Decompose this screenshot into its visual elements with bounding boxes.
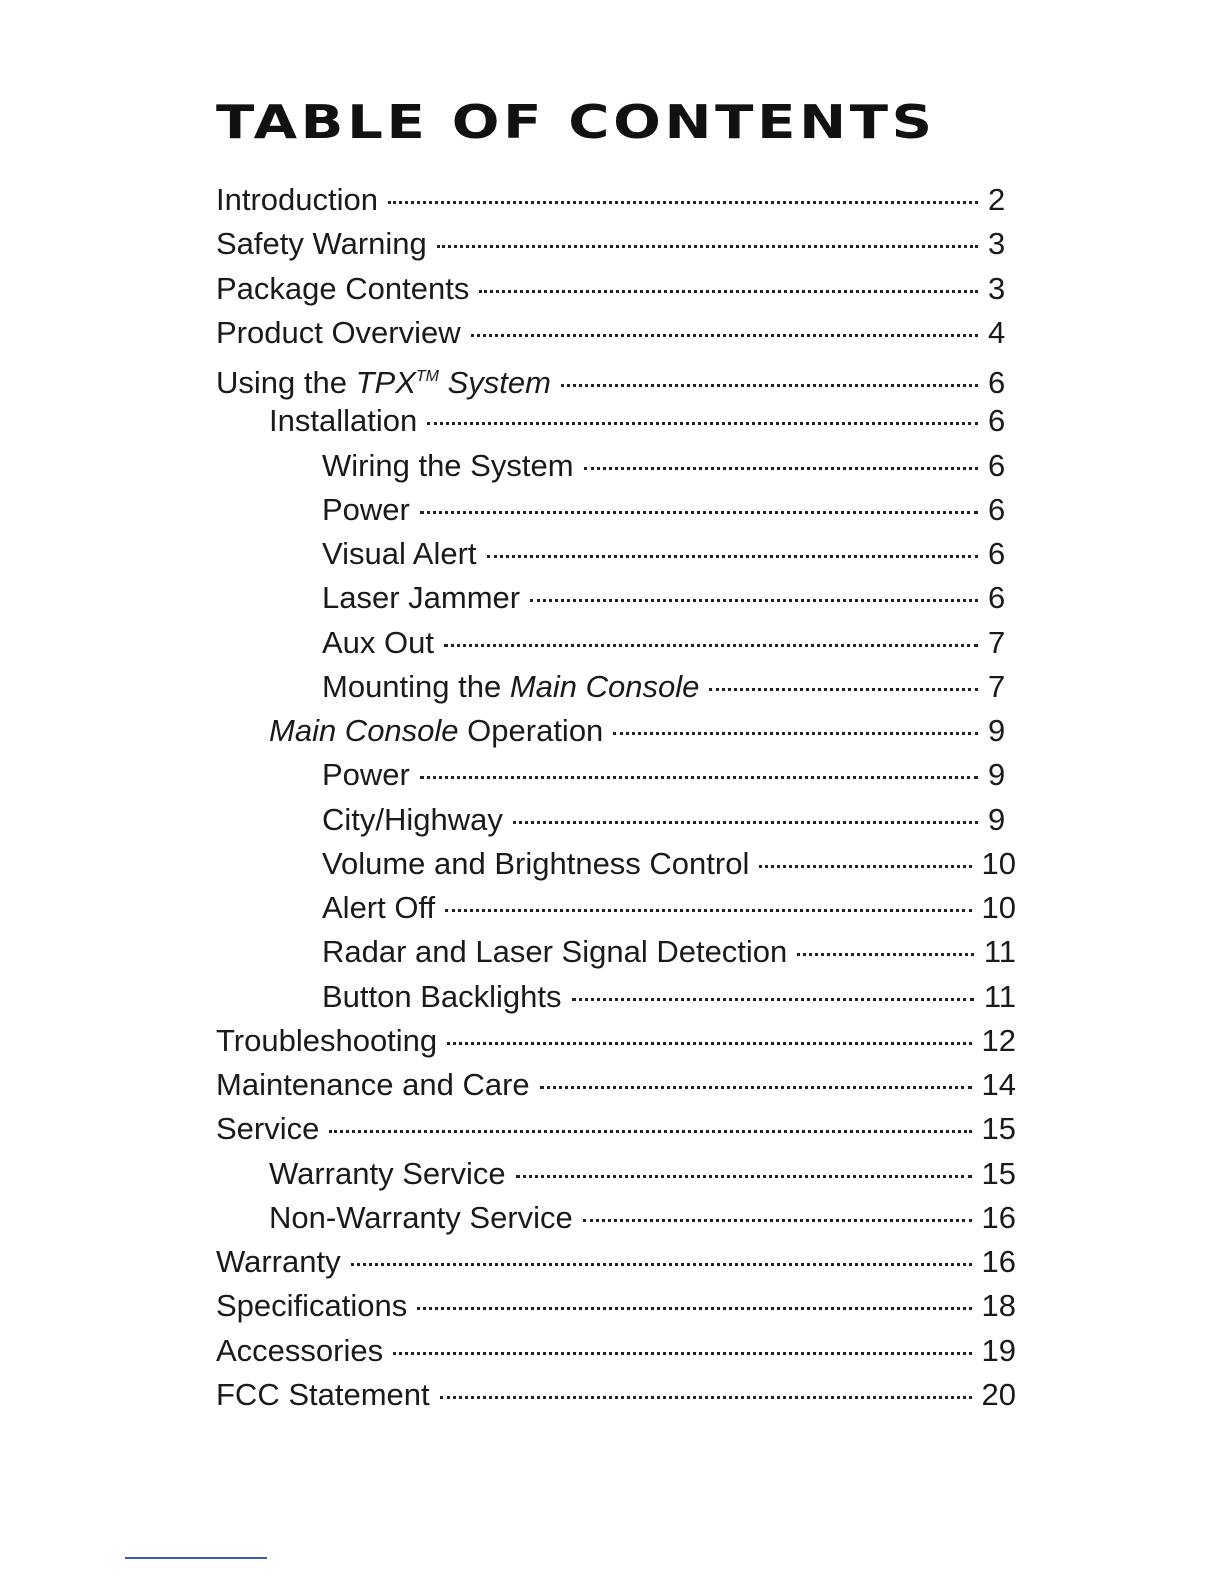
toc-entry-label: Installation [269,403,418,439]
toc-page-number: 9 [988,713,1006,748]
toc-entry-label: Aux Out [322,624,434,660]
toc-entry-label-text: Operation [458,713,604,748]
page-title: TABLE OF CONTENTS [216,95,936,149]
toc-entry[interactable] [216,1373,1016,1417]
toc-page-number: 19 [981,1332,1016,1368]
toc-page-number: 10 [981,845,1016,881]
dot-leader [393,1352,971,1355]
toc-entry-label: Specifications [216,1288,408,1324]
toc-entry[interactable] [216,399,1016,443]
dot-leader [440,1396,972,1399]
dot-leader [471,334,978,337]
dot-leader [420,511,978,514]
toc-entry[interactable] [216,1063,1016,1107]
toc-page-number: 15 [981,1155,1016,1191]
toc-entry[interactable] [216,842,1016,886]
dot-leader [613,732,978,735]
dot-leader [427,422,978,425]
toc-page-number: 18 [981,1288,1016,1324]
toc-entry-label-italic: Main Console [269,713,459,748]
toc-entry[interactable] [216,709,1016,753]
toc-page-number: 3 [988,270,1006,306]
toc-entry-label [322,665,699,709]
toc-entry[interactable] [216,1152,1016,1196]
toc-page-number: 16 [981,1199,1016,1235]
toc-page-number: 6 [988,447,1006,483]
toc-page-number: 6 [988,491,1006,527]
dot-leader [530,599,978,602]
toc-entry[interactable] [216,1019,1016,1063]
toc-page-number: 6 [988,536,1006,571]
dot-leader [329,1130,971,1133]
toc-page-number: 20 [981,1376,1016,1412]
toc-entry-label-italic: System [438,365,551,400]
dot-leader [797,953,974,956]
toc-entry[interactable] [216,798,1016,842]
toc-entry[interactable] [216,1107,1016,1151]
toc-entry-label: Safety Warning [216,226,427,262]
toc-entry[interactable] [216,355,1016,399]
toc-page-number: 14 [981,1067,1016,1102]
dot-leader [437,245,978,248]
toc-entry-label: Product Overview [216,314,461,350]
toc-entry-label: Accessories [216,1332,384,1368]
toc-entry-label: Alert Off [322,890,436,925]
dot-leader [417,1307,971,1310]
toc-entry-label: Laser Jammer [322,580,521,616]
footer-rule [125,1557,267,1559]
toc-entry-label-italic: Main Console [509,668,700,704]
dot-leader [540,1086,972,1089]
toc-entry-label: Radar and Laser Signal Detection [322,934,788,970]
dot-leader [479,290,978,293]
toc-entry[interactable] [216,178,1016,222]
toc-entry-label: Warranty Service [269,1155,506,1191]
trademark-mark: TM [415,368,439,385]
toc-entry[interactable] [216,930,1016,974]
toc-entry[interactable] [216,576,1016,620]
toc-entry[interactable] [216,665,1016,709]
dot-leader [420,776,978,779]
toc-entry[interactable] [216,1196,1016,1240]
toc-entry[interactable] [216,488,1016,532]
toc-entry-label: Warranty [216,1244,341,1279]
toc-entry[interactable] [216,532,1016,576]
toc-entry-label: Visual Alert [322,536,477,571]
toc-entry-label: Power [322,757,410,793]
toc-entry-label [216,355,551,405]
toc-entry-label: Service [216,1111,320,1147]
toc-page-number: 7 [988,624,1006,660]
toc-entry-label: Troubleshooting [216,1022,438,1058]
toc-entry[interactable] [216,753,1016,797]
toc-entry-label: Button Backlights [322,978,562,1014]
toc-page-number: 15 [981,1111,1016,1147]
dot-leader [388,201,978,204]
toc-entry-label-text: Mounting the [322,668,510,704]
dot-leader [759,865,971,868]
dot-leader [444,644,978,647]
dot-leader [445,909,971,912]
dot-leader [561,384,978,387]
toc-page-number: 10 [981,890,1016,925]
toc-entry-label: Non-Warranty Service [269,1199,573,1235]
dot-leader [516,1175,972,1178]
toc-entry-label-italic: TPX [355,365,416,400]
toc-entry[interactable] [216,267,1016,311]
dot-leader [513,821,978,824]
toc-entry[interactable] [216,621,1016,665]
toc-entry-label: Maintenance and Care [216,1067,530,1102]
toc-entry-label-text: Using the [216,365,356,400]
toc-entry[interactable] [216,886,1016,930]
toc-entry[interactable] [216,975,1016,1019]
toc-page-number: 9 [988,801,1006,837]
toc-entry-label: Wiring the System [322,447,574,483]
dot-leader [709,688,978,691]
dot-leader [583,1219,972,1222]
toc-entry[interactable] [216,222,1016,266]
toc-entry[interactable] [216,311,1016,355]
toc-entry-label: Package Contents [216,270,470,306]
toc-page-number: 11 [983,978,1016,1014]
table-of-contents [216,178,1016,1417]
toc-entry[interactable] [216,1284,1016,1328]
toc-entry[interactable] [216,444,1016,488]
toc-page-number: 9 [988,757,1006,793]
toc-page-number: 12 [981,1022,1016,1058]
toc-page-number: 16 [981,1244,1016,1279]
toc-entry[interactable] [216,1240,1016,1284]
dot-leader [447,1042,971,1045]
toc-entry-label: Introduction [216,182,378,217]
toc-page-number: 2 [988,182,1006,217]
toc-entry-label: Power [322,491,410,527]
toc-page-number: 6 [988,580,1006,616]
toc-page-number: 11 [983,934,1016,970]
toc-entry-label [269,709,603,753]
toc-page-number: 3 [988,226,1006,262]
toc-page-number: 7 [988,668,1006,704]
toc-page-number: 4 [988,314,1006,350]
toc-entry-label: City/Highway [322,801,503,837]
dot-leader [584,467,978,470]
toc-page-number: 6 [988,365,1006,400]
dot-leader [487,555,978,558]
dot-leader [572,998,974,1001]
dot-leader [351,1263,972,1266]
toc-entry-label: Volume and Brightness Control [322,845,750,881]
toc-entry[interactable] [216,1329,1016,1373]
toc-entry-label: FCC Statement [216,1376,430,1412]
toc-page-number: 6 [988,403,1006,439]
